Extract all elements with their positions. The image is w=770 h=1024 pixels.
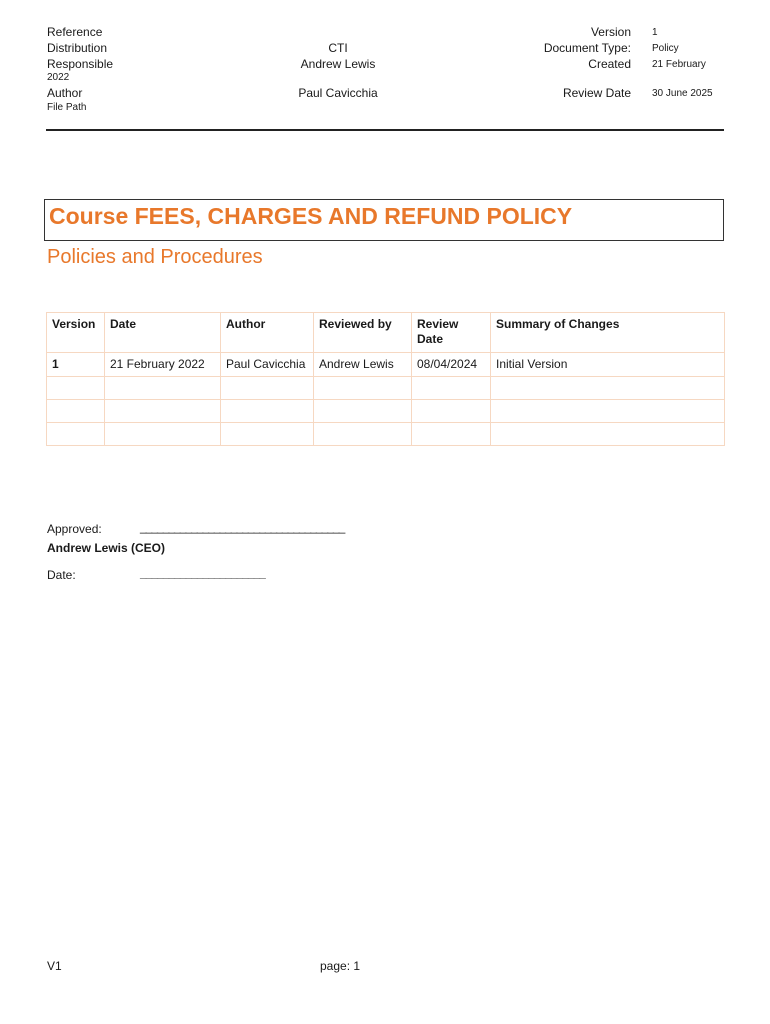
table-row — [47, 353, 725, 377]
document-title-box — [44, 199, 724, 241]
distribution-value: CTI — [328, 41, 348, 55]
table-cell: Andrew Lewis — [314, 353, 412, 377]
table-cell — [314, 400, 412, 423]
responsible-wrap-text: 2022 — [47, 72, 70, 83]
version-label: Version — [590, 25, 631, 39]
table-cell — [47, 400, 105, 423]
date-signature-line: ______________________ — [140, 566, 265, 580]
file-path-label: File Path — [47, 102, 87, 113]
table-cell: Paul Cavicchia — [221, 353, 314, 377]
table-cell — [314, 423, 412, 446]
date-label: Date: — [47, 568, 76, 582]
version-value: 1 — [652, 27, 658, 38]
reference-label: Reference — [47, 25, 103, 39]
document-type-label: Document Type: — [543, 41, 631, 55]
table-cell — [221, 423, 314, 446]
table-row — [47, 423, 725, 446]
table-cell — [412, 400, 491, 423]
table-cell — [491, 423, 725, 446]
review-date-label: Review Date — [562, 86, 631, 100]
distribution-label: Distribution — [47, 41, 108, 55]
responsible-value: Andrew Lewis — [300, 57, 376, 71]
table-cell — [105, 377, 221, 400]
table-row — [47, 377, 725, 400]
table-cell — [314, 377, 412, 400]
author-value: Paul Cavicchia — [298, 86, 378, 100]
footer-version: V1 — [47, 959, 62, 973]
approved-label: Approved: — [47, 522, 102, 536]
created-value: 21 February — [652, 59, 706, 70]
table-cell — [47, 377, 105, 400]
version-history-table — [46, 312, 725, 446]
table-cell — [491, 377, 725, 400]
table-cell — [412, 377, 491, 400]
table-cell — [105, 423, 221, 446]
table-cell — [105, 400, 221, 423]
table-cell: 08/04/2024 — [412, 353, 491, 377]
table-cell — [221, 400, 314, 423]
table-cell: Initial Version — [491, 353, 725, 377]
author-label: Author — [47, 86, 83, 100]
column-header-version: Version — [47, 313, 105, 353]
header-divider — [46, 129, 724, 131]
approved-signature-line: ____________________________________ — [140, 520, 345, 534]
created-label: Created — [588, 57, 631, 71]
review-date-value: 30 June 2025 — [652, 88, 713, 99]
table-cell — [491, 400, 725, 423]
document-subtitle: Policies and Procedures — [47, 246, 263, 268]
document-title: Course FEES, CHARGES AND REFUND POLICY — [49, 203, 573, 229]
column-header-author: Author — [221, 313, 314, 353]
table-header-row — [47, 313, 725, 353]
table-cell: 1 — [47, 353, 105, 377]
responsible-label: Responsible — [47, 57, 114, 71]
column-header-summary: Summary of Changes — [491, 313, 725, 353]
column-header-reviewed-by: Reviewed by — [314, 313, 412, 353]
column-header-date: Date — [105, 313, 221, 353]
table-cell — [221, 377, 314, 400]
column-header-review-date: Review Date — [412, 313, 491, 353]
table-row — [47, 400, 725, 423]
footer-page-number: page: 1 — [320, 959, 361, 973]
approver-name: Andrew Lewis (CEO) — [47, 541, 166, 555]
table-cell — [47, 423, 105, 446]
table-cell: 21 February 2022 — [105, 353, 221, 377]
document-type-value: Policy — [652, 43, 679, 54]
table-cell — [412, 423, 491, 446]
